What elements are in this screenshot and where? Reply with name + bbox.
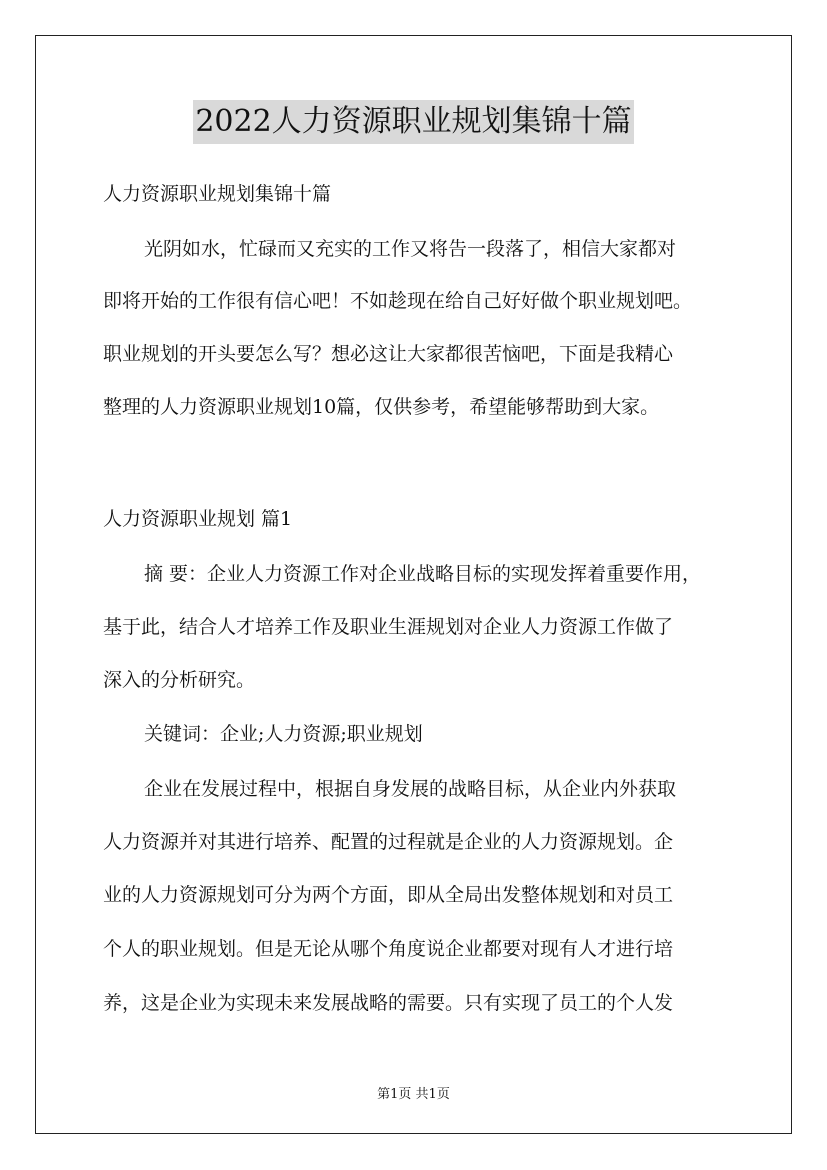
abstract-line: 深入的分析研究。 (103, 669, 256, 691)
abstract-line: 基于此，结合人才培养工作及职业生涯规划对企业人力资源工作做了 (103, 616, 674, 638)
document-title: 2022人力资源职业规划集锦十篇 (193, 100, 633, 144)
paragraph-line: 即将开始的工作很有信心吧！不如趁现在给自己好好做个职业规划吧。 (103, 290, 693, 312)
body-line: 业的人力资源规划可分为两个方面，即从全局出发整体规划和对员工 (103, 884, 674, 906)
body-line: 人力资源并对其进行培养、配置的过程就是企业的人力资源规划。企 (103, 831, 674, 853)
body-line: 个人的职业规划。但是无论从哪个角度说企业都要对现有人才进行培 (103, 938, 674, 960)
title-container (0, 100, 827, 144)
paragraph-line: 职业规划的开头要怎么写？想必这让大家都很苦恼吧，下面是我精心 (103, 343, 674, 365)
paragraph-line: 光阴如水，忙碌而又充实的工作又将告一段落了，相信大家都对 (144, 238, 677, 260)
keywords-line: 关键词：企业;人力资源;职业规划 (144, 723, 423, 745)
paragraph-line: 整理的人力资源职业规划10篇，仅供参考，希望能够帮助到大家。 (103, 396, 660, 418)
section-heading: 人力资源职业规划 篇1 (103, 508, 293, 530)
abstract-line: 摘 要：企业人力资源工作对企业战略目标的实现发挥着重要作用， (144, 563, 702, 585)
subtitle-line: 人力资源职业规划集锦十篇 (103, 183, 332, 205)
body-line: 企业在发展过程中，根据自身发展的战略目标，从企业内外获取 (144, 778, 677, 800)
body-line: 养，这是企业为实现未来发展战略的需要。只有实现了员工的个人发 (103, 992, 674, 1014)
page-footer: 第1页 共1页 (377, 1087, 450, 1102)
